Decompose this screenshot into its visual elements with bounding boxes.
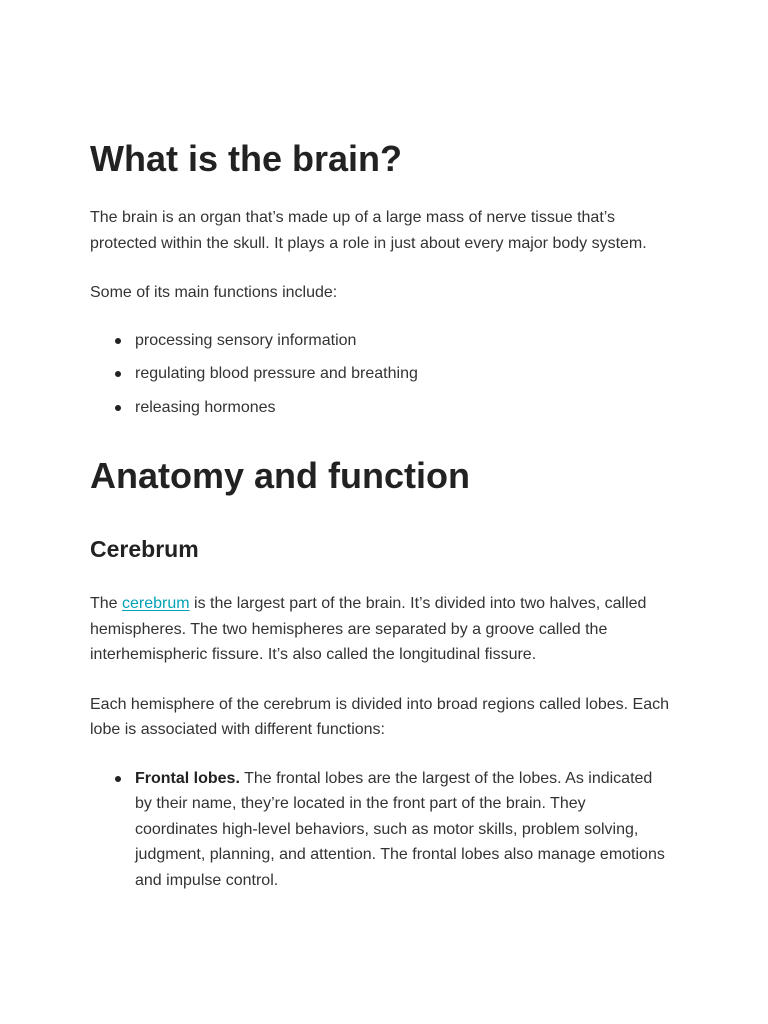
cerebrum-text-prefix: The [90, 595, 123, 612]
cerebrum-link[interactable]: cerebrum [122, 595, 190, 612]
cerebrum-paragraph [90, 591, 670, 668]
section-heading-anatomy: Anatomy and function [90, 455, 470, 496]
lobes-intro-paragraph: Each hemisphere of the cerebrum is divided into broad regions called lobes. Each lobe is associated with different functions: [90, 695, 669, 738]
list-item: releasing hormones [90, 395, 670, 421]
cerebrum-text-suffix: is the largest part of the brain. It’s divided into two halves, called hemispheres. The two hemispheres are separated by a groove called the interhemispheric fissure. It’s also called the longitudinal fissure. [90, 595, 647, 663]
lobes-list [90, 766, 670, 894]
lobe-term: Frontal lobes. [135, 769, 240, 787]
list-item: processing sensory information [90, 328, 670, 354]
functions-list [90, 328, 670, 421]
list-item [90, 766, 670, 894]
functions-lead: Some of its main functions include: [90, 284, 338, 301]
article [90, 0, 670, 893]
lobe-description: The frontal lobes are the largest of the lobes. As indicated by their name, they’re located in the front part of the brain. They coordinates high-level behaviors, such as motor skills, problem solving, judgment, planning, and attention. The frontal lobes also manage emotions and impulse control. [135, 769, 665, 889]
subsection-heading-cerebrum: Cerebrum [90, 536, 199, 562]
intro-paragraph: The brain is an organ that’s made up of a large mass of nerve tissue that’s protected within the skull. It plays a role in just about every major body system. [90, 209, 647, 252]
page-title: What is the brain? [90, 138, 403, 179]
list-item: regulating blood pressure and breathing [90, 361, 670, 387]
